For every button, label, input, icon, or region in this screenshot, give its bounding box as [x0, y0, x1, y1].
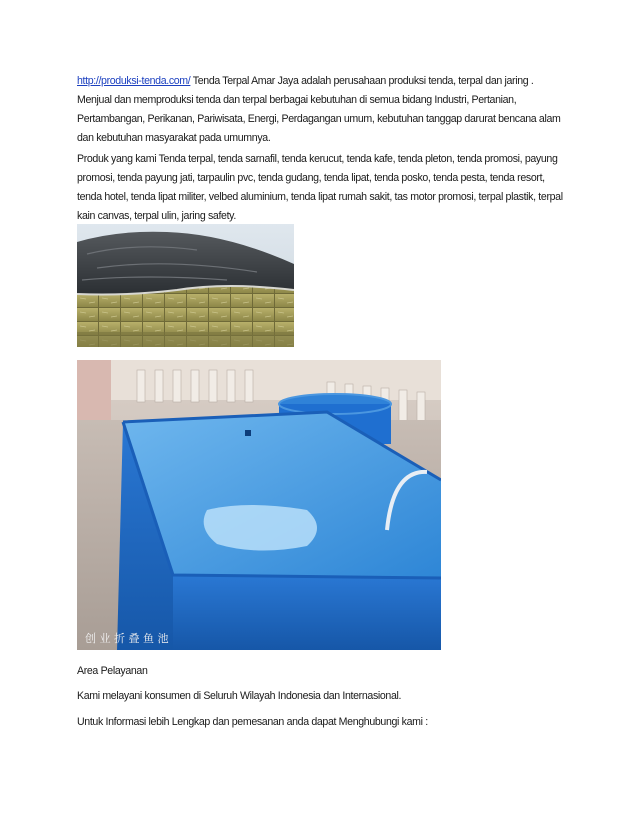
pool-watermark: 创 业 折 叠 鱼 池 — [85, 632, 169, 645]
contact-text: Untuk Informasi lebih Lengkap dan pemesanan anda dapat Menghubungi kami : — [77, 716, 428, 728]
intro-paragraph — [77, 72, 567, 148]
folding-fish-pool-photo — [77, 360, 441, 650]
intro-text: Tenda Terpal Amar Jaya adalah perusahaan produksi tenda, terpal dan jaring . Menjual dan memproduksi tenda dan terpal berbagai kebutuhan di semua bidang Industri, Pertanian, Pertambangan, Perikanan, Pariwisata, Energi, Perdagangan umum, kebutuhan tanggap darurat bencana alam dan kebutuhan masyarakat pada umumnya. — [77, 75, 561, 144]
service-area-text: Kami melayani konsumen di Seluruh Wilayah Indonesia dan Internasional. — [77, 690, 402, 702]
service-area-heading: Area Pelayanan — [77, 665, 148, 677]
website-link[interactable]: http://produksi-tenda.com/ — [77, 75, 191, 87]
products-paragraph: Produk yang kami Tenda terpal, tenda sarnafil, tenda kerucut, tenda kafe, tenda pleton, tenda promosi, payung promosi, tenda payung jati, tarpaulin pvc, tenda gudang, tenda lipat, tenda posko, tenda pesta, tenda resort, tenda hotel, tenda lipat militer, velbed aluminium, tenda lipat rumah sakit, tas motor promosi, terpal plastik, terpal kain canvas, terpal ulin, jaring safety. — [77, 153, 563, 222]
tarp-hay-photo — [77, 224, 294, 347]
